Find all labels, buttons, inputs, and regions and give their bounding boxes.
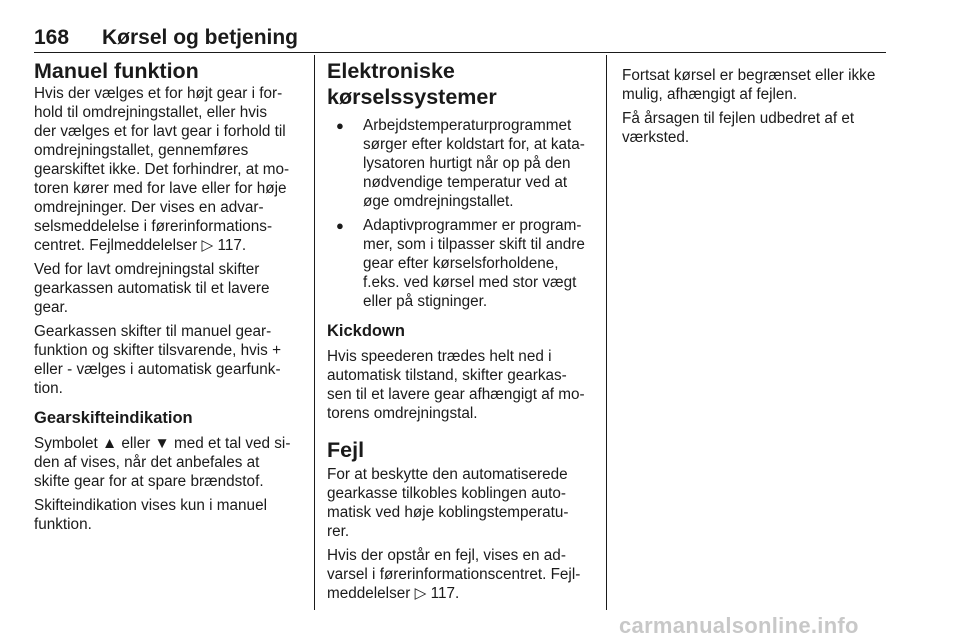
subheading-gearskifteindikation: Gearskifteindikation	[34, 409, 193, 427]
text-line: Hvis speederen trædes helt ned i	[327, 348, 552, 365]
paragraph	[327, 347, 599, 423]
text-line: omdrejninger. Der vises en advar-	[34, 199, 264, 216]
text-line: Adaptivprogrammer er program-	[363, 217, 582, 234]
column-2	[327, 58, 599, 608]
text-line: sørger efter koldstart for, at kata-	[363, 136, 585, 153]
text-line: meddelelser ▷ 117.	[327, 585, 460, 602]
section-heading-fejl: Fejl	[327, 438, 365, 462]
bullet-list	[327, 116, 599, 311]
text-line: centret. Fejlmeddelelser ▷ 117.	[34, 237, 247, 254]
section-heading-elektroniske-kørselssystemer	[327, 58, 599, 110]
text-line: gearkasse tilkobles koblingen auto-	[327, 485, 566, 502]
paragraph	[622, 66, 888, 104]
list-item	[327, 216, 599, 311]
text-line: For at beskytte den automatiserede	[327, 466, 568, 483]
text-line: rer.	[327, 523, 350, 540]
text-line: funktion og skifter tilsvarende, hvis +	[34, 342, 281, 359]
text-line: varsel i førerinformationscentret. Fejl-	[327, 566, 581, 583]
text-line: Ved for lavt omdrejningstal skifter	[34, 261, 260, 278]
text-line: torens omdrejningstal.	[327, 405, 478, 422]
column-1	[34, 58, 306, 539]
subheading-kickdown: Kickdown	[327, 322, 405, 340]
page-header	[34, 26, 886, 52]
text-line: Gearkassen skifter til manuel gear-	[34, 323, 272, 340]
text-line: gearkassen automatisk til et lavere	[34, 280, 270, 297]
text-line: tion.	[34, 380, 63, 397]
watermark: carmanualsonline.info	[619, 613, 859, 638]
text-line: selsmeddelelse i førerinformations-	[34, 218, 273, 235]
text-line: gear efter kørselsforholdene,	[363, 255, 559, 272]
text-line: hold til omdrejningstallet, eller hvis	[34, 104, 267, 121]
paragraph	[327, 465, 599, 541]
paragraph	[327, 546, 599, 603]
paragraph	[34, 434, 306, 491]
header-divider	[34, 52, 886, 53]
list-item-text	[363, 116, 599, 211]
text-line: omdrejningstallet, gennemføres	[34, 142, 249, 159]
column-3	[622, 66, 888, 152]
paragraph	[34, 322, 306, 398]
text-line: kørselssystemer	[327, 85, 497, 109]
text-line: Skifteindikation vises kun i manuel	[34, 497, 267, 514]
text-line: Fortsat kørsel er begrænset eller ikke	[622, 67, 876, 84]
text-line: mulig, afhængigt af fejlen.	[622, 86, 798, 103]
page-title: Kørsel og betjening	[102, 26, 299, 49]
list-item	[327, 116, 599, 211]
text-line: f.eks. ved kørsel med stor vægt	[363, 274, 577, 291]
paragraph	[34, 260, 306, 317]
text-line: Arbejdstemperaturprogrammet	[363, 117, 572, 134]
text-line: automatisk tilstand, skifter gearkas-	[327, 367, 567, 384]
text-line: værksted.	[622, 129, 690, 146]
text-line: øge omdrejningstallet.	[363, 193, 514, 210]
text-line: toren kører med for lave eller for høje	[34, 180, 287, 197]
list-item-text	[363, 216, 599, 311]
text-line: skifte gear for at spare brændstof.	[34, 473, 264, 490]
bullet-icon: ●	[336, 118, 344, 133]
text-line: der vælges et for lavt gear i forhold til	[34, 123, 286, 140]
page-number: 168	[34, 26, 70, 49]
column-divider-2	[606, 55, 607, 610]
column-divider-1	[314, 55, 315, 610]
paragraph	[34, 84, 306, 255]
text-line: Elektroniske	[327, 59, 455, 83]
text-line: sen til et lavere gear afhængigt af mo-	[327, 386, 585, 403]
text-line: eller - vælges i automatisk gearfunk-	[34, 361, 281, 378]
text-line: Symbolet ▲ eller ▼ med et tal ved si-	[34, 435, 291, 452]
text-line: matisk ved høje koblingstemperatu-	[327, 504, 569, 521]
text-line: nødvendige temperatur ved at	[363, 174, 568, 191]
text-line: lysatoren hurtigt når op på den	[363, 155, 571, 172]
text-line: mer, som i tilpasser skift til andre	[363, 236, 585, 253]
paragraph	[622, 109, 888, 147]
section-heading-manuel-funktion: Manuel funktion	[34, 59, 199, 83]
text-line: gearskiftet ikke. Det forhindrer, at mo-	[34, 161, 290, 178]
text-line: Hvis der opstår en fejl, vises en ad-	[327, 547, 566, 564]
paragraph	[34, 496, 306, 534]
text-line: Hvis der vælges et for højt gear i for-	[34, 85, 283, 102]
bullet-icon: ●	[336, 218, 344, 233]
text-line: den af vises, når det anbefales at	[34, 454, 260, 471]
text-line: gear.	[34, 299, 69, 316]
text-line: Få årsagen til fejlen udbedret af et	[622, 110, 855, 127]
text-line: funktion.	[34, 516, 92, 533]
text-line: eller på stigninger.	[363, 293, 488, 310]
